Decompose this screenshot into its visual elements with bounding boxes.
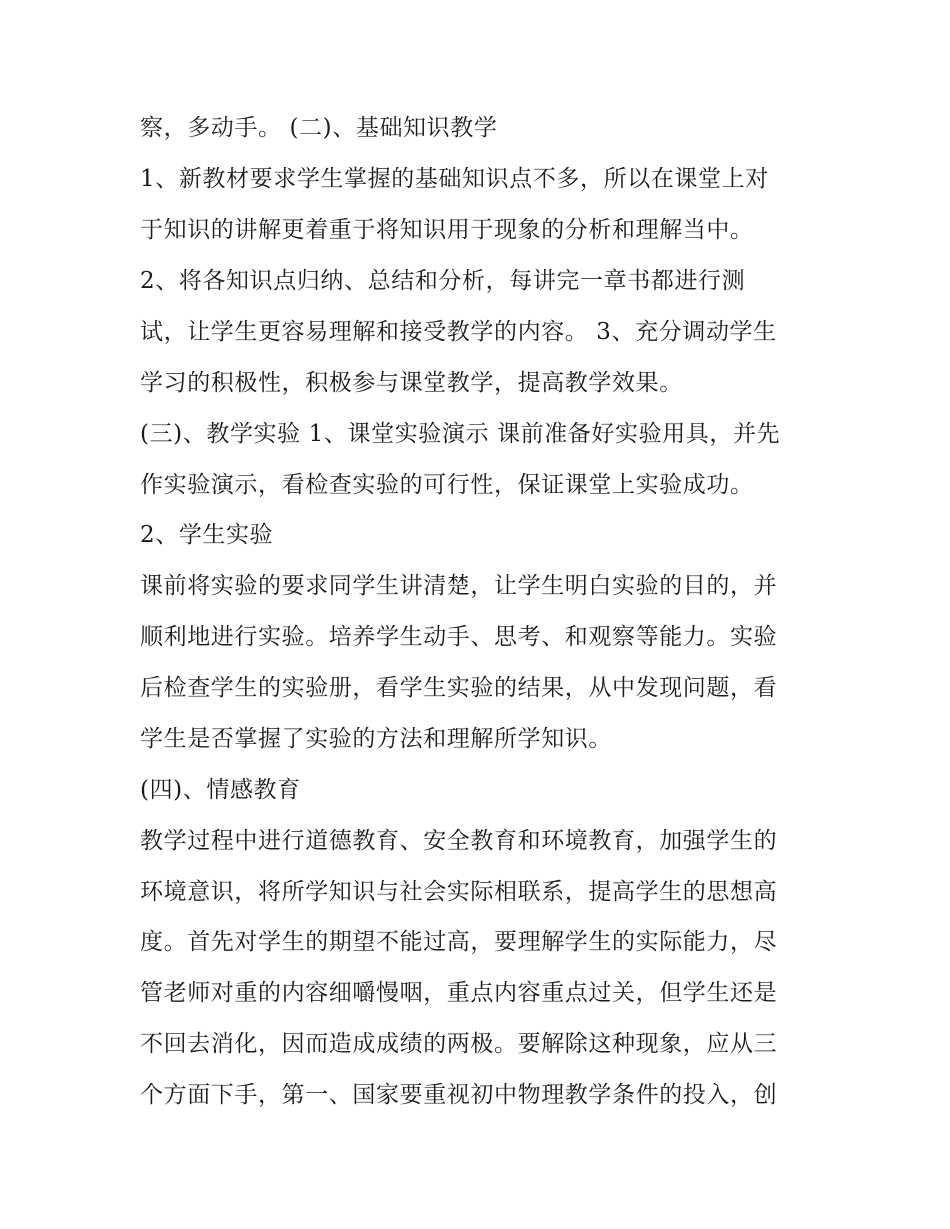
text-line-2: 1、新教材要求学生掌握的基础知识点不多，所以在课堂上对 — [140, 166, 769, 192]
text-line-13: 学生是否掌握了实验的方法和理解所学知识。 — [140, 726, 612, 752]
text-line-10: 课前将实验的要求同学生讲清楚，让学生明白实验的目的，并 — [140, 573, 778, 599]
text-line-7: (三)、教学实验 1、课堂实验演示 课前准备好实验用具，并先 — [140, 421, 781, 447]
text-line-17: 度。首先对学生的期望不能过高，要理解学生的实际能力，尽 — [140, 929, 778, 955]
text-line-9: 2、学生实验 — [140, 522, 274, 548]
text-line-3: 于知识的讲解更着重于将知识用于现象的分析和理解当中。 — [140, 217, 754, 243]
text-line-14: (四)、情感教育 — [140, 777, 301, 803]
text-line-5: 试，让学生更容易理解和接受教学的内容。 3、充分调动学生 — [140, 319, 777, 345]
text-line-16: 环境意识，将所学知识与社会实际相联系，提高学生的思想高 — [140, 879, 778, 905]
text-line-11: 顺利地进行实验。培养学生动手、思考、和观察等能力。实验 — [140, 624, 778, 650]
text-line-19: 不回去消化，因而造成成绩的两极。要解除这种现象，应从三 — [140, 1031, 778, 1057]
text-line-15: 教学过程中进行道德教育、安全教育和环境教育，加强学生的 — [140, 828, 778, 854]
text-line-1: 察，多动手。 (二)、基础知识教学 — [140, 115, 498, 141]
text-line-4: 2、将各知识点归纳、总结和分析，每讲完一章书都进行测 — [140, 268, 746, 294]
text-line-12: 后检查学生的实验册，看学生实验的结果，从中发现问题，看 — [140, 675, 778, 701]
text-line-18: 管老师对重的内容细嚼慢咽，重点内容重点过关，但学生还是 — [140, 980, 778, 1006]
text-line-20: 个方面下手，第一、国家要重视初中物理教学条件的投入，创 — [140, 1082, 778, 1108]
text-line-6: 学习的积极性，积极参与课堂教学，提高教学效果。 — [140, 370, 683, 396]
text-line-8: 作实验演示，看检查实验的可行性，保证课堂上实验成功。 — [140, 472, 754, 498]
